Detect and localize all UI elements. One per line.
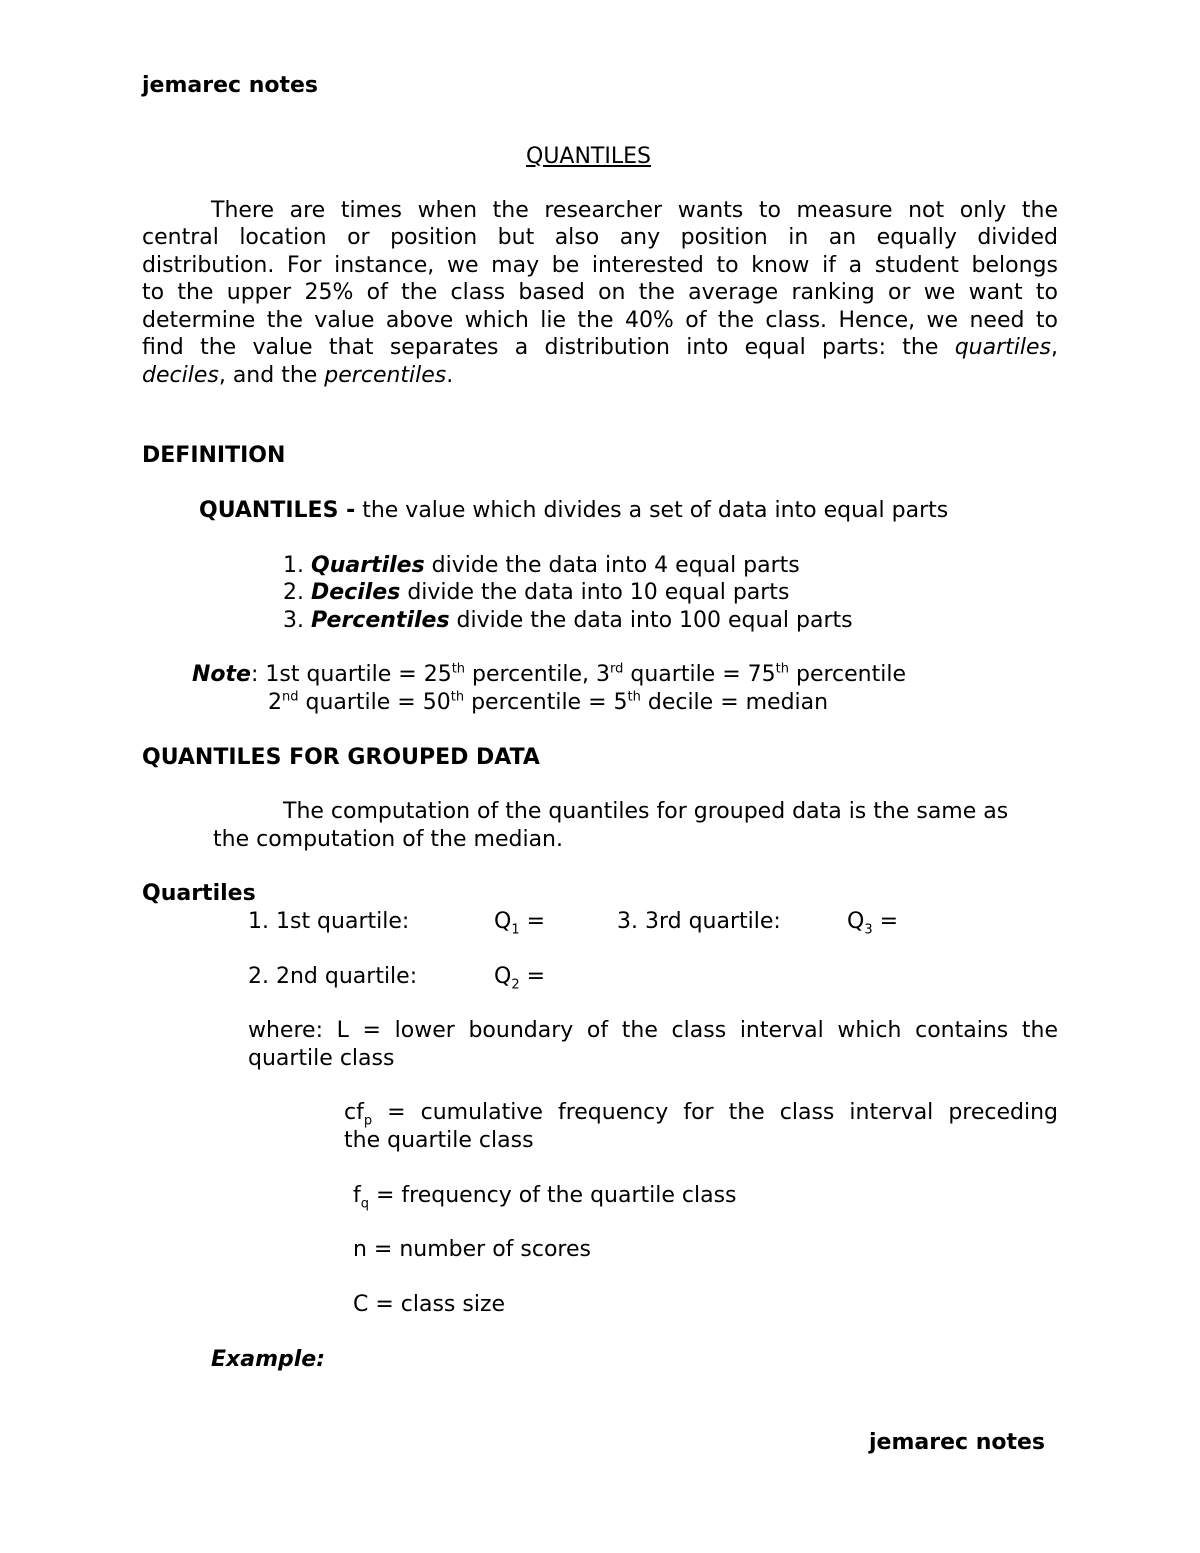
list-item: 2. Deciles divide the data into 10 equal parts xyxy=(283,580,790,605)
footer-brand: jemarec notes xyxy=(869,1430,1046,1455)
c-definition: C = class size xyxy=(353,1292,506,1317)
grouped-line-1: The computation of the quantiles for grouped data is the same as xyxy=(283,799,1009,824)
fq-definition: $f_q$ = frequency of the quartile class xyxy=(353,1183,737,1212)
q2-formula: $Q_2$ = xyxy=(494,964,546,993)
example-label: Example: xyxy=(211,1347,325,1372)
q3-formula: $Q_3$ = xyxy=(847,909,899,938)
intro-line-1: There are times when the researcher wants to measure not only the xyxy=(211,198,1058,223)
intro-line-4: to the upper 25% of the class based on the average ranking or we want to xyxy=(142,280,1058,305)
intro-line-6: find the value that separates a distribution into equal parts: the quartiles, xyxy=(142,335,1058,360)
q3-label: 3. 3rd quartile: xyxy=(617,909,781,934)
intro-line-7: deciles, and the percentiles. xyxy=(142,363,454,388)
intro-line-2: central location or position but also any position in an equally divided xyxy=(142,225,1058,250)
note-line-1: Note: 1st quartile = 25th percentile, 3rd quartile = 75th percentile xyxy=(192,661,906,687)
q2-label: 2. 2nd quartile: xyxy=(248,964,418,989)
grouped-line-2: the computation of the median. xyxy=(213,827,563,852)
definition-heading: DEFINITION xyxy=(142,443,286,468)
note-line-2: 2nd quartile = 50th percentile = 5th decile = median xyxy=(268,689,829,715)
list-item: 1. Quartiles divide the data into 4 equal parts xyxy=(283,553,800,578)
cf-definition-line-2: the quartile class xyxy=(344,1128,534,1153)
list-item: 3. Percentiles divide the data into 100 equal parts xyxy=(283,608,853,633)
cf-definition-line-1: $cf_p$ = cumulative frequency for the class interval preceding xyxy=(344,1100,1058,1129)
quantiles-definition: QUANTILES - the value which divides a set of data into equal parts xyxy=(199,498,949,523)
q1-formula: $Q_1$ = xyxy=(494,909,546,938)
q1-label: 1. 1st quartile: xyxy=(248,909,410,934)
page-title: QUANTILES xyxy=(526,144,651,169)
intro-line-3: distribution. For instance, we may be interested to know if a student belongs xyxy=(142,253,1058,278)
where-line-1: where: L = lower boundary of the class interval which contains the xyxy=(248,1018,1058,1043)
where-line-2: quartile class xyxy=(248,1046,395,1071)
quartiles-heading: Quartiles xyxy=(142,881,256,906)
grouped-heading: QUANTILES FOR GROUPED DATA xyxy=(142,745,540,770)
intro-line-5: determine the value above which lie the 40% of the class. Hence, we need to xyxy=(142,308,1058,333)
header-brand: jemarec notes xyxy=(142,73,319,98)
n-definition: n = number of scores xyxy=(353,1237,591,1262)
